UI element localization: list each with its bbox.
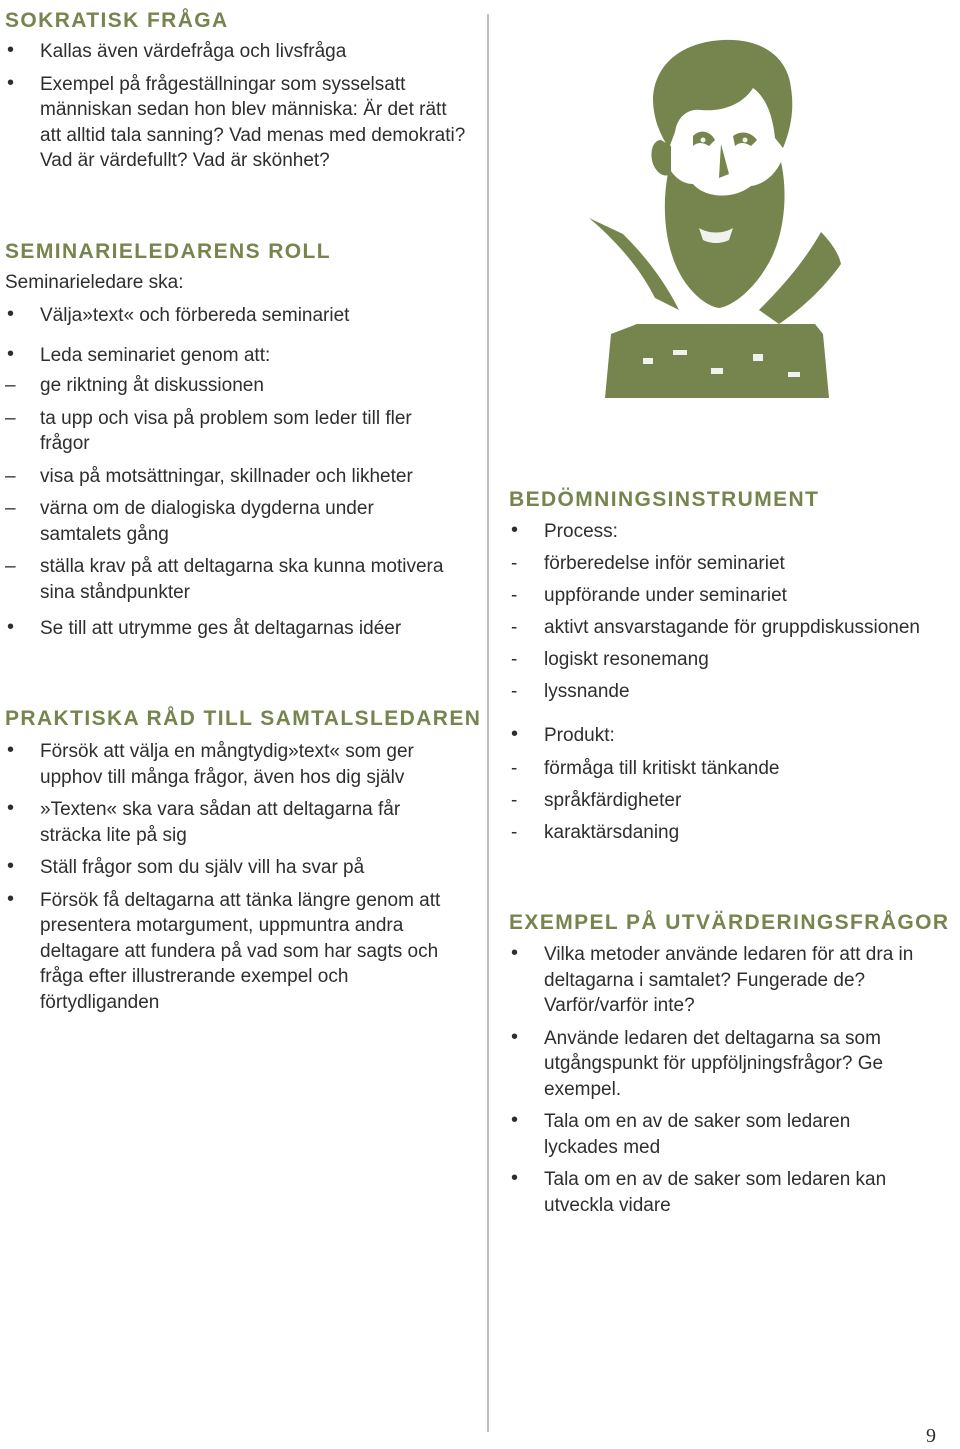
list-item: karaktärsdaning [544, 822, 680, 843]
list-item: förberedelse inför seminariet [544, 553, 785, 574]
list-item: Försök att välja en mångtydig»text« som ger upphov till många frågor, även hos dig själv [40, 741, 414, 788]
heading-bedomningsinstrument: BEDÖMNINGSINSTRUMENT [509, 488, 820, 511]
list-item: »Texten« ska vara sådan att deltagarna får sträcka lite på sig [40, 799, 401, 846]
utvardering-list [509, 942, 919, 1218]
list-item: logiskt resonemang [544, 649, 709, 670]
heading-seminarieledarens-roll: SEMINARIELEDARENS ROLL [5, 240, 331, 263]
list-item: aktivt ansvarstagande för gruppdiskussionen [544, 617, 921, 638]
heading-utvarderingsfragor: EXEMPEL PÅ UTVÄRDERINGSFRÅGOR [509, 911, 950, 934]
list-item: Välja»text« och förbereda seminariet [40, 305, 350, 326]
list-item: Ställ frågor som du själv vill ha svar på [40, 857, 365, 878]
list-item: Kallas även värdefråga och livsfråga [40, 41, 347, 62]
list-item: ta upp och visa på problem som leder till fler frågor [40, 407, 412, 454]
produkt-label-list [509, 723, 949, 749]
process-label-list [509, 519, 949, 545]
column-divider [487, 14, 489, 1432]
list-item: Tala om en av de saker som ledaren lyckades med [544, 1111, 851, 1158]
list-item: Exempel på frågeställningar som sysselsatt människan sedan hon blev människa: Är det rätt att alltid tala sanning? Vad menas med demokrati? Vad är värdefullt? Vad är skönhet? [40, 73, 466, 171]
seminarieledare-list [5, 303, 445, 368]
list-item: Använde ledaren det deltagarna sa som utgångspunkt för uppföljningsfrågor? Ge exempel. [544, 1027, 884, 1100]
praktiska-list [5, 739, 465, 1015]
list-item: språkfärdigheter [544, 790, 682, 811]
heading-praktiska-rad: PRAKTISKA RÅD TILL SAMTALSLEDAREN [5, 707, 482, 730]
page-number: 9 [926, 1425, 936, 1447]
list-item: visa på motsättningar, skillnader och likheter [40, 465, 413, 487]
seminarieledare-last [5, 616, 465, 642]
produkt-list [509, 756, 949, 846]
heading-sokratisk-fraga: SOKRATISK FRÅGA [5, 9, 229, 32]
list-item: lyssnande [544, 681, 630, 702]
list-item: Tala om en av de saker som ledaren kan utveckla vidare [544, 1169, 887, 1216]
produkt-label: Produkt: [544, 725, 615, 746]
list-item: förmåga till kritiskt tänkande [544, 758, 780, 779]
list-item: Försök få deltagarna att tänka längre genom att presentera motargument, uppmuntra andra deltagare att fundera på vad som har sagts och fråga efter illustrerande exempel och förtydliganden [40, 889, 441, 1013]
list-item: uppförande under seminariet [544, 585, 787, 606]
seminarieledare-intro: Seminarieledare ska: [5, 272, 184, 293]
seminarieledare-sublist [5, 373, 445, 605]
socrates-bust-icon [583, 28, 845, 400]
list-item: ställa krav på att deltagarna ska kunna motivera sina ståndpunkter [40, 556, 444, 603]
list-item: Leda seminariet genom att: [40, 344, 271, 366]
list-item: Vilka metoder använde ledaren för att dra in deltagarna i samtalet? Fungerade de? Varför/varför inte? [544, 944, 914, 1016]
list-item: ge riktning åt diskussionen [40, 375, 264, 396]
list-item: Se till att utrymme ges åt deltagarnas idéer [40, 618, 402, 639]
list-item: värna om de dialogiska dygderna under samtalets gång [40, 498, 374, 545]
sokratisk-list [5, 39, 470, 174]
process-list [509, 551, 959, 705]
process-label: Process: [544, 521, 618, 542]
